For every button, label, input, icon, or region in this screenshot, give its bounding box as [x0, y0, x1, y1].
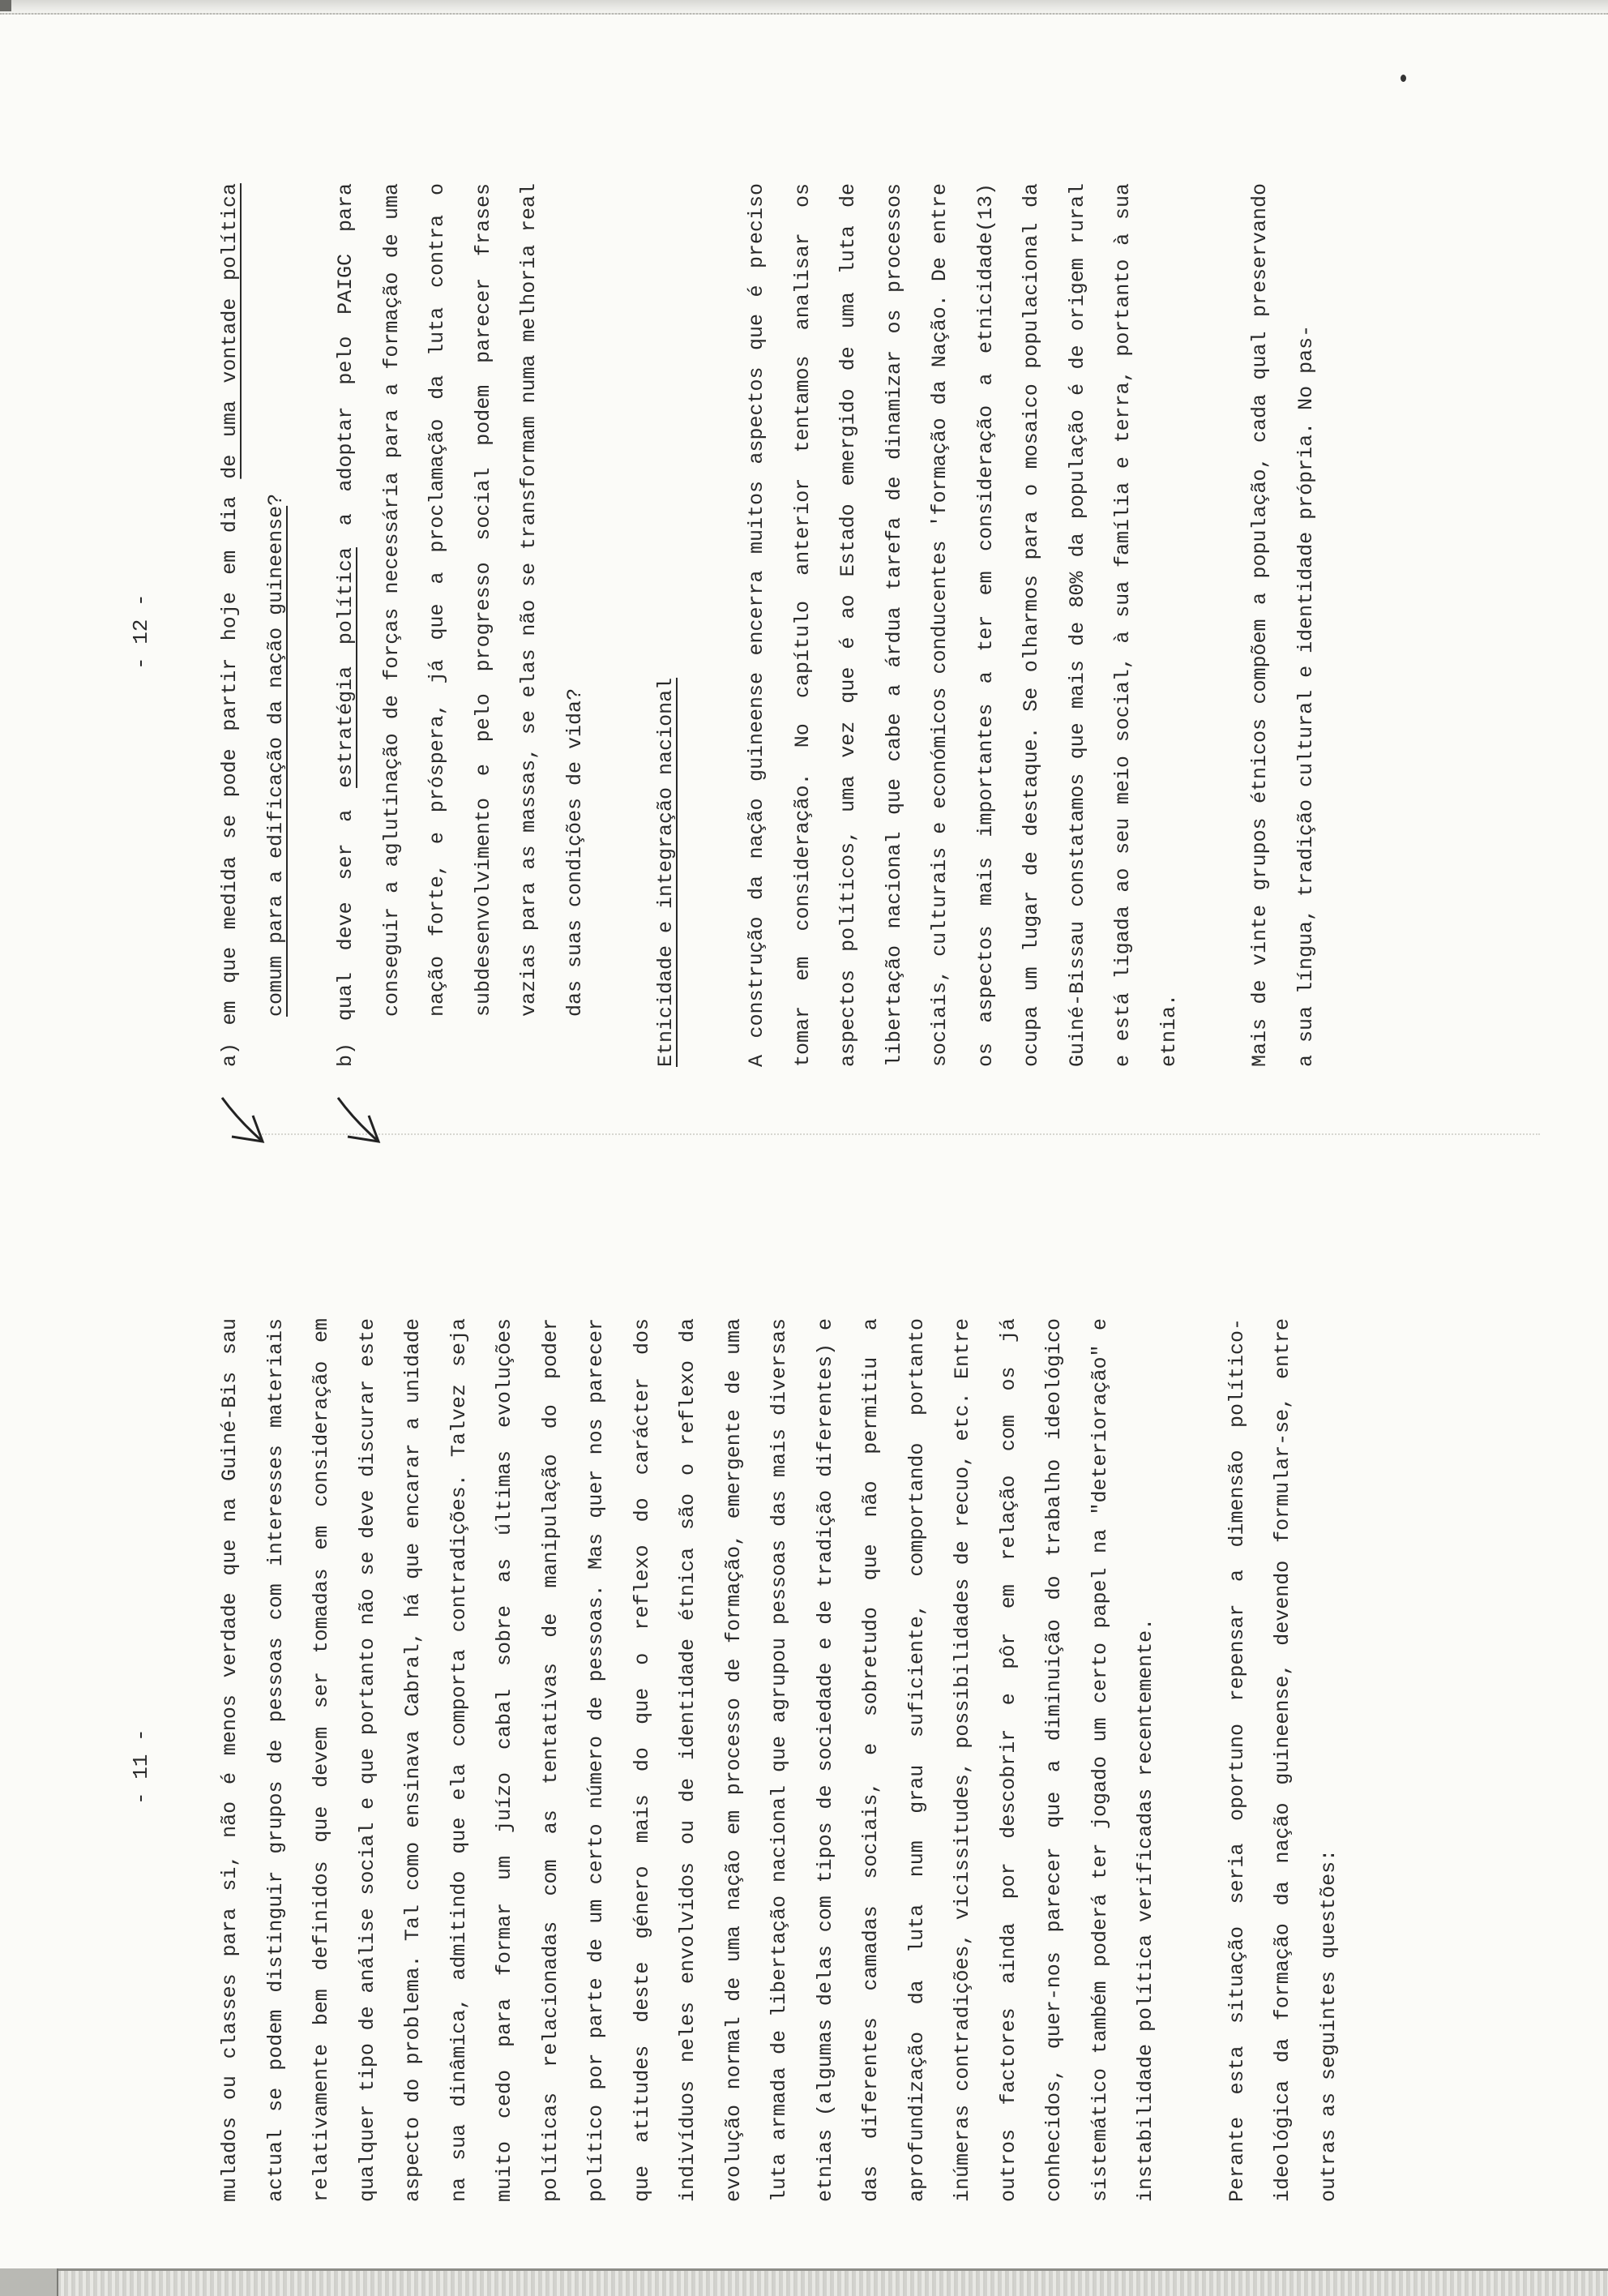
scan-bottom-corner — [0, 2268, 58, 2296]
left-paragraph-2: Perante esta situação seria oportuno repensar a dimensão político-ideológica da formação da nação guineense, devendo formular-se, entre outras as seguintes questões: — [1225, 1318, 1341, 2202]
question-b-text-after: a adoptar pelo PAIGC para conseguir a aglutinação de forças necessária para a formação de uma nação forte, e próspera, já que a proclamação da luta contra o subdesenvolvimento e pelo progresso social podem parecer frases vazias para as massas, se elas não se transformam numa melhoria real das suas condições de vida? — [334, 183, 587, 1017]
hand-drawn-arrow-icon — [217, 1091, 266, 1148]
right-paragraph-2: Mais de vinte grupos étnicos compõem a população, cada qual preservando a sua língua, tradição cultural e identidade própria. No pas- — [1248, 183, 1318, 1067]
section-heading: Etnicidade e integração nacional — [654, 677, 678, 1067]
question-b-text-before: qual deve ser a — [334, 787, 357, 1022]
scan-corner-mark — [0, 0, 11, 11]
question-b — [323, 183, 598, 1067]
hand-drawn-arrow-icon — [333, 1091, 382, 1148]
question-a-text-before: em que medida se pode partir hoje em dia — [218, 478, 242, 1026]
question-b-underlined: estratégia política — [334, 547, 357, 788]
left-page — [123, 1318, 1352, 2202]
scan-bottom-edge — [0, 2268, 1608, 2296]
page-number-right: - 12 - — [129, 593, 153, 670]
right-paragraph-1: A construção da nação guineense encerra muitos aspectos que é preciso tomar em consideração. No capítulo anterior tentamos analisar os aspectos políticos, uma vez que é ao Estado emergido de uma luta de libertação nacional que cabe a árdua tarefa de dinamizar os processos sociais, culturais e económicos conducentes 'formação da Nação. De entre os aspectos mais importantes a ter em consideração a etnicidade(13) ocupa um lugar de destaque. Se olharmos para o mosaico populacional da Guiné-Bissau constatamos que mais de 80% da população é de origem rural e está ligada ao seu meio social, à sua família e terra, portanto à sua etnia. — [745, 183, 1181, 1067]
page-number-left: - 11 - — [129, 1728, 153, 1805]
question-a-underlined: de uma vontade política comum para a edificação da nação guineense — [218, 183, 288, 1017]
rotated-spread — [123, 0, 1452, 2202]
question-a-marker: a) — [218, 1042, 242, 1067]
question-b-marker: b) — [334, 1042, 357, 1067]
question-a — [207, 183, 299, 1067]
left-paragraph-1: mulados ou classes para si, não é menos verdade que na Guiné-Bis sau actual se podem distinguir grupos de pessoas com interesses materiais relativamente bem definidos que devem ser tomadas em consideração em qualquer tipo de análise social e que portanto não se deve discurar este aspecto do problema. Tal como ensinava Cabral, há que encarar a unidade na sua dinâmica, admitindo que ela comporta contradições. Talvez seja muito cedo para formar um juízo cabal sobre as últimas evoluções políticas relacionadas com as tentativas de manipulação do poder político por parte de um certo número de pessoas. Mas quer nos parecer que atitudes deste género mais do que o reflexo do carácter dos indivíduos neles envolvidos ou de identidade étnica são o reflexo da evolução normal de uma nação em processo de formação, emergente de uma luta armada de libertação nacional que agrupou pessoas das mais diversas etnias (algumas delas com tipos de sociedade e de tradição diferentes) e das diferentes camadas sociais, e sobretudo que não permitiu a aprofundização da luta num grau suficiente, comportando portanto inúmeras contradições, vicissitudes, possibilidades de recuo, etc. Entre outros factores ainda por descobrir e pôr em relação com os já conhecidos, quer-nos parecer que a diminuição do trabalho ideológico sistemático também poderá ter jogado um certo papel na "deterioração" e instabilidade política verificadas recentemente. — [218, 1318, 1157, 2202]
question-a-text-after: ? — [263, 493, 288, 506]
right-page — [123, 183, 1329, 1067]
